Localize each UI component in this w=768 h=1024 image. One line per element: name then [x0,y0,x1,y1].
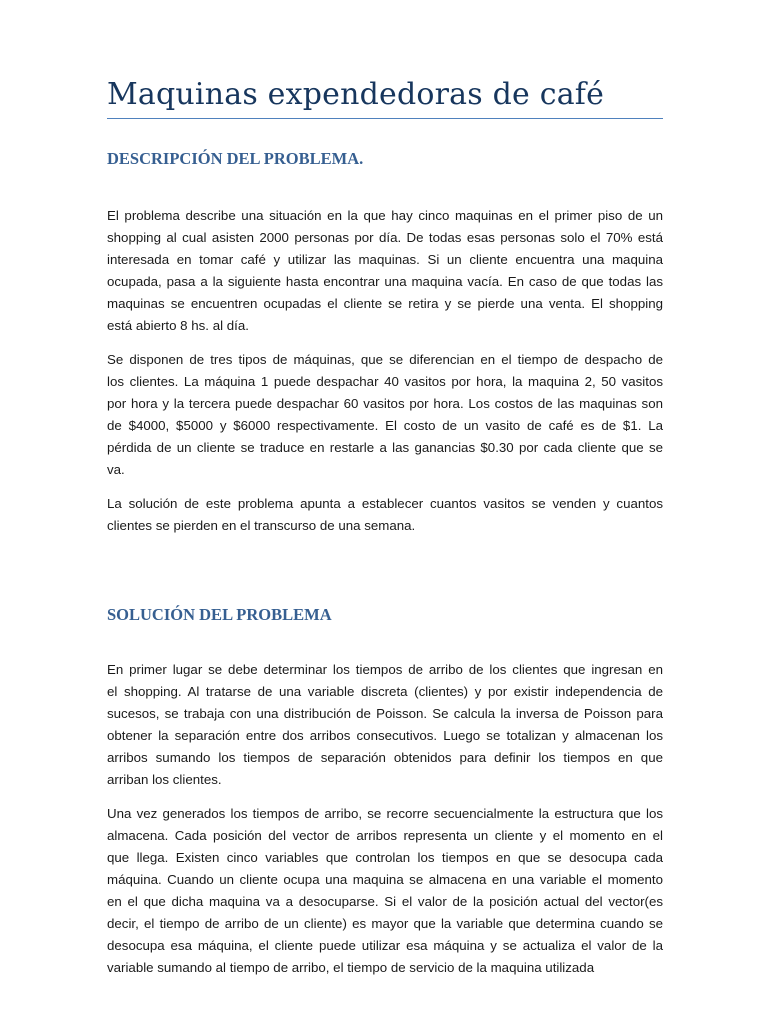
paragraph-descripcion-3 [107,493,663,537]
paragraph-solucion-1 [107,659,663,791]
text-line: desocupa esa máquina, el cliente puede utilizar esa máquina y se actualiza el valor de la [107,938,663,953]
title-underline [107,118,663,119]
text-line: En primer lugar se debe determinar los tiempos de arribo de los clientes que ingresan en [107,662,663,677]
text-line: arriban los clientes. [107,772,222,787]
text-line: por hora y la tercera puede despachar 60 vasitos por hora. Los costos de las maquinas son [107,396,663,411]
text-line: en el que dicha maquina va a desocuparse. Si el valor de la posición actual del vector(es [107,894,663,909]
text-line: clientes se pierden en el transcurso de una semana. [107,518,416,533]
text-line: La solución de este problema apunta a establecer cuantos vasitos se venden y cuantos [107,496,663,511]
text-line: que llega. Existen cinco variables que controlan los tiempos en que se desocupa cada [107,850,663,865]
text-line: el shopping. Al tratarse de una variable discreta (clientes) y por existir independencia de [107,684,663,699]
section-heading-descripcion: DESCRIPCIÓN DEL PROBLEMA. [107,149,364,168]
text-line: máquina. Cuando un cliente ocupa una maquina se almacena en una variable el momento [107,872,663,887]
text-line: decir, el tiempo de arribo de un cliente) es mayor que la variable que determina cuando se [107,916,663,931]
text-line: sucesos, se trabaja con una distribución de Poisson. Se calcula la inversa de Poisson para [107,706,663,721]
text-line: pérdida de un cliente se traduce en restarle a las ganancias $0.30 por cada cliente que se [107,440,663,455]
text-line: El problema describe una situación en la que hay cinco maquinas en el primer piso de un [107,208,663,223]
document-title: Maquinas expendedoras de café [107,77,605,112]
text-line: va. [107,462,125,477]
text-line: variable sumando al tiempo de arribo, el tiempo de servicio de la maquina utilizada [107,960,595,975]
text-line: está abierto 8 hs. al día. [107,318,249,333]
text-line: obtener la separación entre dos arribos consecutivos. Luego se totalizan y almacenan los [107,728,663,743]
section-heading-solucion: SOLUCIÓN DEL PROBLEMA [107,605,332,624]
text-line: Se disponen de tres tipos de máquinas, que se diferencian en el tiempo de despacho de [107,352,663,367]
text-line: Una vez generados los tiempos de arribo, se recorre secuencialmente la estructura que los [107,806,663,821]
text-line: ocupada, pasa a la siguiente hasta encontrar una maquina vacía. En caso de que todas las [107,274,663,289]
text-line: maquinas se encuentren ocupadas el cliente se retira y se pierde una venta. El shopping [107,296,663,311]
text-line: shopping al cual asisten 2000 personas por día. De todas esas personas solo el 70% está [107,230,663,245]
paragraph-solucion-2 [107,803,663,979]
text-line: almacena. Cada posición del vector de arribos representa un cliente y el momento en el [107,828,663,843]
paragraph-descripcion-1 [107,205,663,337]
text-line: los clientes. La máquina 1 puede despachar 40 vasitos por hora, la maquina 2, 50 vasitos [107,374,663,389]
text-line: arribos sumando los tiempos de separación obtenidos para definir los tiempos en que [107,750,663,765]
text-line: de $4000, $5000 y $6000 respectivamente. El costo de un vasito de café es de $1. La [107,418,663,433]
text-line: interesada en tomar café y utilizar las maquinas. Si un cliente encuentra una maquina [107,252,663,267]
paragraph-descripcion-2 [107,349,663,481]
